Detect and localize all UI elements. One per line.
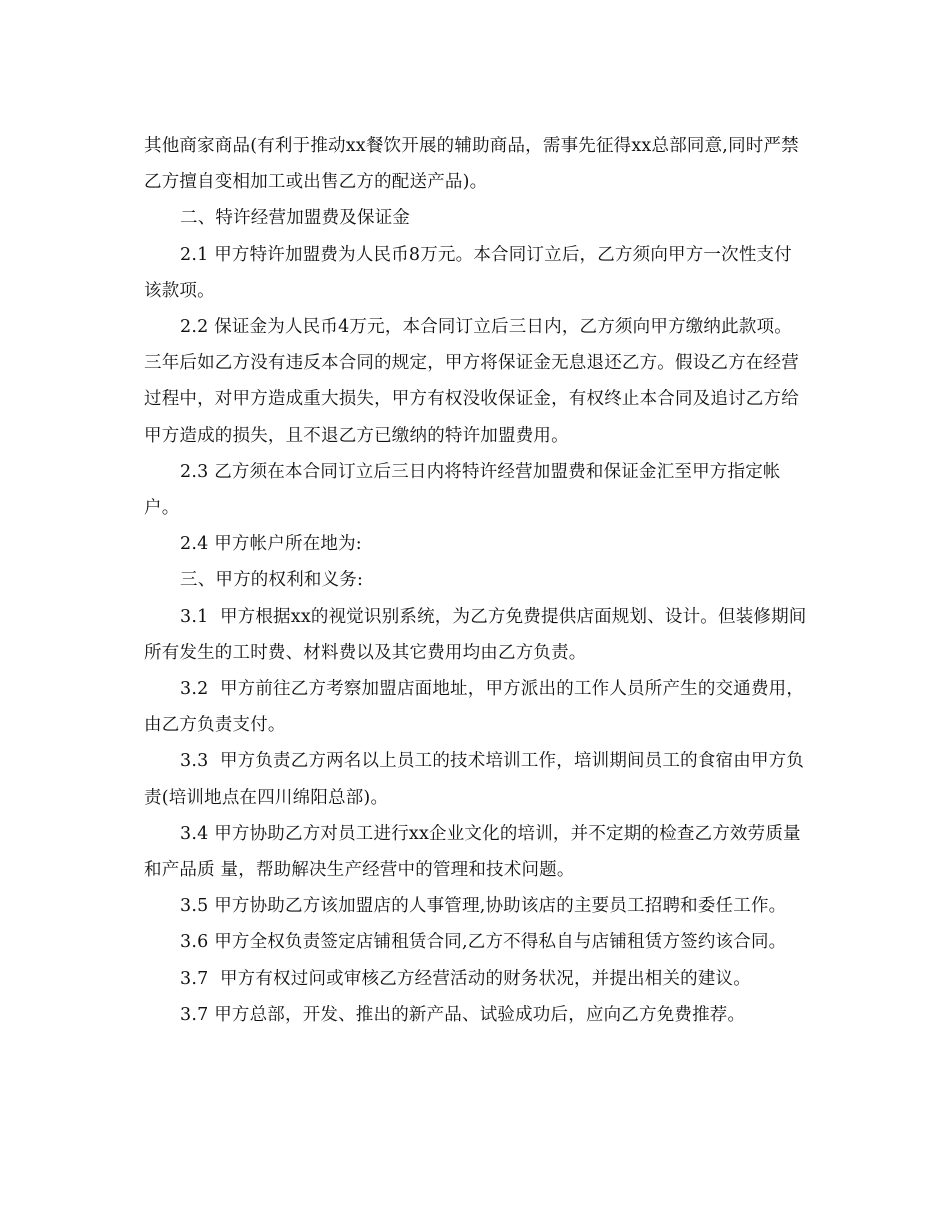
clause-3-1: 3.1 甲方根据xx的视觉识别系统，为乙方免费提供店面规划、设计。但装修期间所有发生的工时费、材料费以及其它费用均由乙方负责。 bbox=[144, 606, 807, 663]
clause-3-2: 3.2 甲方前往乙方考察加盟店面地址，甲方派出的工作人员所产生的交通费用，由乙方负责支付。 bbox=[144, 679, 805, 736]
clause-2-3: 2.3 乙方须在本合同订立后三日内将特许经营加盟费和保证金汇至甲方指定帐户。 bbox=[144, 461, 781, 519]
paragraph: 其他商家商品(有利于推动xx餐饮开展的辅助商品，需事先征得xx总部同意,同时严禁乙方擅自变相加工或出售乙方的配送产品)。 bbox=[144, 136, 799, 193]
section-heading: 二、特许经营加盟费及保证金 bbox=[180, 208, 411, 229]
clause-3-4: 3.4 甲方协助乙方对员工进行xx企业文化的培训，并不定期的检查乙方效劳质量和产品质 量，帮助解决生产经营中的管理和技术问题。 bbox=[144, 823, 801, 881]
clause-2-1: 2.1 甲方特许加盟费为人民币8万元。本合同订立后，乙方须向甲方一次性支付该款项。 bbox=[144, 244, 792, 301]
clause-3-7b: 3.7 甲方总部，开发、推出的新产品、试验成功后，应向乙方免费推荐。 bbox=[180, 1004, 746, 1025]
clause-3-5: 3.5 甲方协助乙方该加盟店的人事管理,协助该店的主要员工招聘和委任工作。 bbox=[180, 896, 787, 917]
clause-2-2: 2.2 保证金为人民币4万元，本合同订立后三日内，乙方须向甲方缴纳此款项。三年后如乙方没有违反本合同的规定，甲方将保证金无息退还乙方。假设乙方在经营过程中，对甲方造成重大损失，甲方有权没收保证金，有权终止本合同及追讨乙方给甲方造成的损失，且不退乙方已缴纳的特许加盟费用。 bbox=[144, 317, 799, 446]
section-heading: 三、甲方的权利和义务: bbox=[180, 570, 364, 591]
clause-3-3: 3.3 甲方负责乙方两名以上员工的技术培训工作，培训期间员工的食宿由甲方负责(培训地点在四川绵阳总部)。 bbox=[144, 751, 805, 808]
clause-3-6: 3.6 甲方全权负责签定店铺租赁合同,乙方不得私自与店铺租赁方签约该合同。 bbox=[180, 932, 787, 953]
document-body bbox=[144, 128, 808, 1033]
clause-2-4: 2.4 甲方帐户所在地为: bbox=[180, 534, 362, 555]
clause-3-7: 3.7 甲方有权过问或审核乙方经营活动的财务状况，并提出相关的建议。 bbox=[180, 968, 751, 989]
